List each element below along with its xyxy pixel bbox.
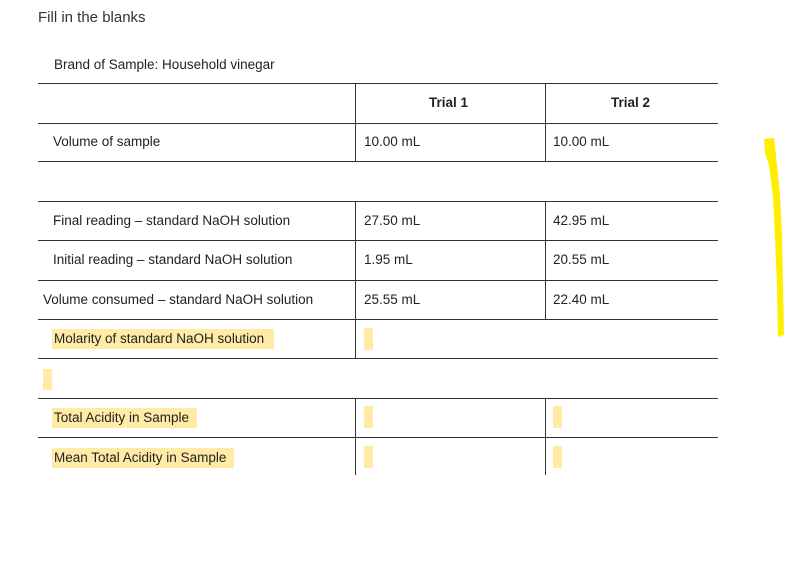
blank-spacer-highlight	[43, 369, 52, 390]
table-rule	[38, 83, 718, 84]
cell-trial2-volume-consumed: 22.40 mL	[553, 292, 610, 307]
blank-mean-acidity-trial2[interactable]	[553, 446, 562, 468]
row-label-final-reading: Final reading – standard NaOH solution	[53, 213, 291, 228]
column-divider	[545, 201, 546, 319]
table-rule	[38, 280, 718, 281]
brand-label: Brand of Sample: Household vinegar	[54, 57, 275, 72]
row-label-volume-consumed: Volume consumed – standard NaOH solution	[43, 292, 314, 307]
yellow-highlighter-mark-icon	[760, 135, 785, 345]
column-divider	[545, 83, 546, 161]
table-rule	[38, 201, 718, 202]
column-divider	[355, 398, 356, 475]
header-trial-1: Trial 1	[429, 95, 469, 110]
instruction-text: Fill in the blanks	[38, 9, 146, 26]
blank-total-acidity-trial1[interactable]	[364, 406, 373, 428]
table-rule	[38, 437, 718, 438]
blank-mean-acidity-trial1[interactable]	[364, 446, 373, 468]
table-rule	[38, 240, 718, 241]
blank-molarity-trial1[interactable]	[364, 328, 373, 350]
cell-trial2-final-reading: 42.95 mL	[553, 213, 610, 228]
cell-trial1-volume-of-sample: 10.00 mL	[364, 134, 421, 149]
table-rule	[38, 358, 718, 359]
row-label-mean-total-acidity: Mean Total Acidity in Sample	[52, 448, 234, 468]
header-trial-2: Trial 2	[611, 95, 651, 110]
cell-trial1-final-reading: 27.50 mL	[364, 213, 421, 228]
column-divider	[545, 398, 546, 475]
cell-trial1-volume-consumed: 25.55 mL	[364, 292, 421, 307]
cell-trial2-volume-of-sample: 10.00 mL	[553, 134, 610, 149]
column-divider	[355, 201, 356, 358]
row-label-initial-reading: Initial reading – standard NaOH solution	[53, 252, 293, 267]
cell-trial2-initial-reading: 20.55 mL	[553, 252, 610, 267]
table-rule	[38, 161, 718, 162]
column-divider	[355, 83, 356, 161]
table-rule	[38, 398, 718, 399]
row-label-volume-of-sample: Volume of sample	[53, 134, 161, 149]
table-rule	[38, 123, 718, 124]
row-label-molarity: Molarity of standard NaOH solution	[52, 329, 274, 349]
table-rule	[38, 319, 718, 320]
cell-trial1-initial-reading: 1.95 mL	[364, 252, 413, 267]
row-label-total-acidity: Total Acidity in Sample	[52, 408, 197, 428]
blank-total-acidity-trial2[interactable]	[553, 406, 562, 428]
